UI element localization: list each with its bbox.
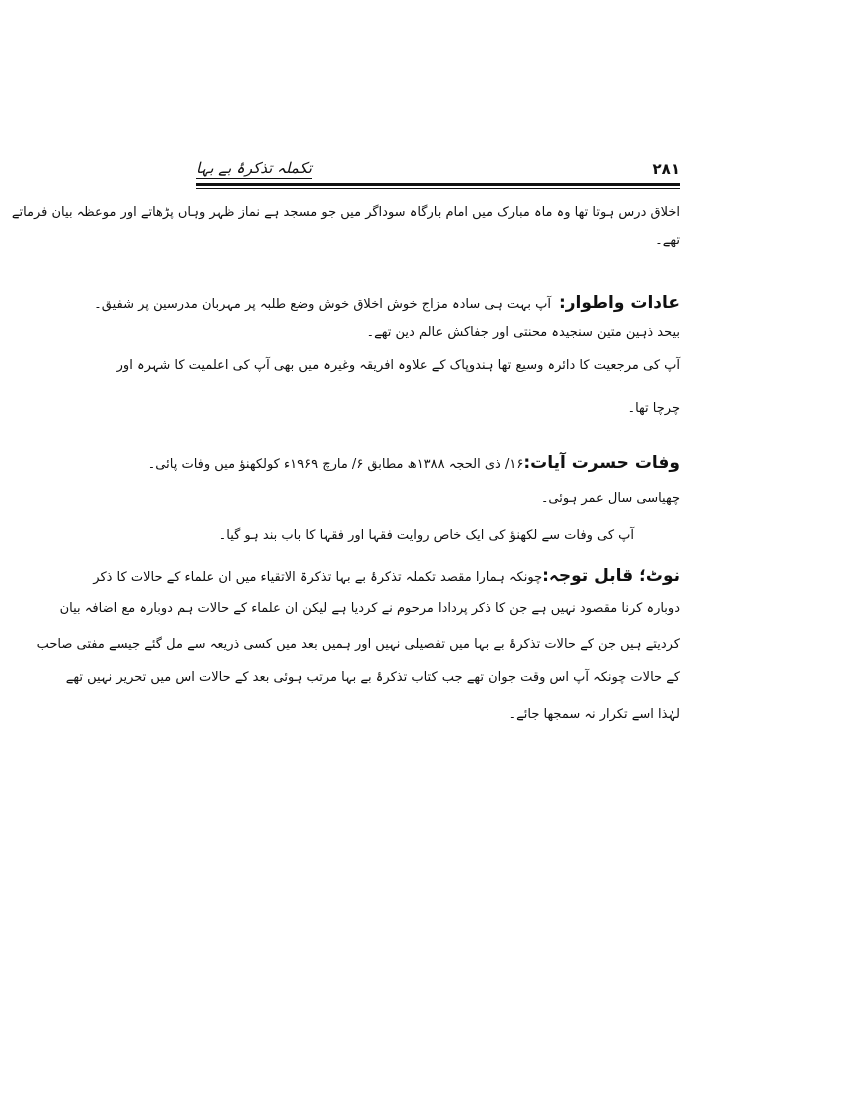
text-line: چھیاسی سال عمر ہوئی۔ xyxy=(540,491,680,506)
running-header xyxy=(196,160,680,182)
text-line: آپ کی مرجعیت کا دائرہ وسیع تھا ہندوپاک کے علاوہ افریقہ وغیرہ میں بھی آپ کی اعلمیت کا شہرہ اور xyxy=(116,358,680,373)
book-title: تکملہ تذکرۂ بے بہا xyxy=(196,159,312,177)
header-rule-thick xyxy=(196,183,680,186)
section-heading-note: نوٹ؛ قابل توجہ: xyxy=(542,566,680,586)
text-line: لہٰذا اسے تکرار نہ سمجھا جائے۔ xyxy=(508,707,680,722)
section-heading-wafat: وفات حسرت آیات: xyxy=(523,453,680,473)
header-rule-thin xyxy=(196,188,680,189)
wafat-line xyxy=(147,453,680,474)
section-heading-adat: عادات واطوار: xyxy=(558,293,680,313)
text-span: آپ بہت ہی سادہ مزاج خوش اخلاق خوش وضع طلبہ پر مہربان مدرسین پر شفیق۔ xyxy=(94,297,551,312)
text-line: آپ کی وفات سے لکھنؤ کی ایک خاص روایت فقہا اور فقہا کا باب بند ہو گیا۔ xyxy=(218,528,634,543)
text-line: دوبارہ کرنا مقصود نہیں ہے جن کا ذکر پردادا مرحوم نے کردیا ہے لیکن ان علماء کے حالات ہم دوبارہ مع اضافہ بیان xyxy=(59,601,680,616)
text-line: تھے۔ xyxy=(655,233,680,248)
text-span: چونکہ ہمارا مقصد تکملہ تذکرۂ بے بہا تذکرۃ الاتقیاء میں ان علماء کے حالات کا ذکر xyxy=(93,570,543,585)
page-number: ۲۸۱ xyxy=(652,160,680,178)
text-line: چرچا تھا۔ xyxy=(627,401,680,416)
text-line: اخلاق درس ہوتا تھا وہ ماہ مبارک میں امام بارگاہ سوداگر میں جو مسجد ہے نماز ظہر وہاں پڑھاتے اور موعظہ بیان فرماتے xyxy=(11,205,680,220)
text-span: ۱۶/ ذی الحجہ ۱۳۸۸ھ مطابق ۶/ مارچ ۱۹۶۹ء کولکھنؤ میں وفات پائی۔ xyxy=(147,457,524,472)
text-line: بیحد ذہین متین سنجیدہ محنتی اور جفاکش عالم دین تھے۔ xyxy=(366,325,680,340)
note-line xyxy=(93,566,680,587)
adat-line xyxy=(94,293,680,314)
text-line: کے حالات چونکہ آپ اس وقت جوان تھے جب کتاب تذکرۂ بے بہا مرتب ہوئی بعد کے حالات اس میں تحریر نہیں تھے xyxy=(65,670,680,685)
text-line: کردیتے ہیں جن کے حالات تذکرۂ بے بہا میں تفصیلی نہیں اور ہمیں بعد میں کسی ذریعہ سے مل گئے جیسے مفتی صاحب xyxy=(36,637,680,652)
